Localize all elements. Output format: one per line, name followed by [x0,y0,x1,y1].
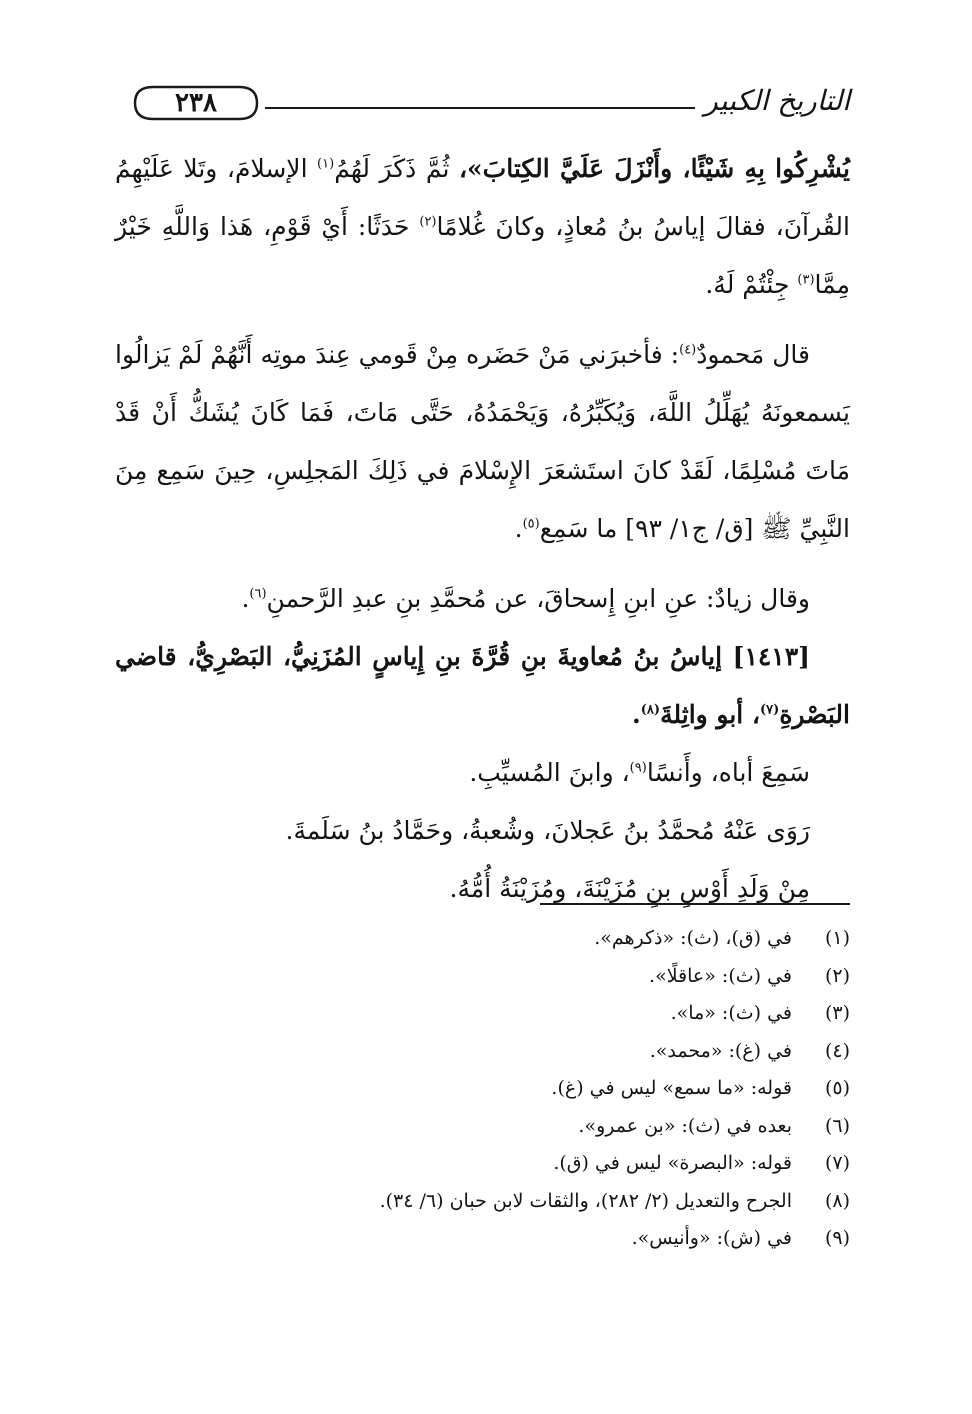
footnote-number: (٥) [824,1077,850,1099]
footnote-number: (٨) [824,1189,850,1212]
paragraph-continuation [115,140,850,314]
footnote-text: في (ث): «ما». [670,1002,792,1024]
header-rule [265,107,695,109]
footnote-item [115,995,850,1033]
footnote-number: (٣) [824,1002,850,1024]
text-run: ، أبو واثِلةَ [660,700,761,729]
footnote-marker: (٧) [760,702,780,718]
footnote-text: في (غ): «محمد». [649,1039,792,1062]
text-run: قال مَحمودٌ [696,340,810,369]
footnote-text: بعده في (ث): «بن عمرو». [578,1114,792,1137]
quote-bold: يُشْرِكُوا بِهِ شَيْئًا، وأَنْزَلَ عَلَيَّ الكِتابَ»، [458,154,850,183]
footnote-item [115,1220,850,1258]
footnote-marker: (٤) [679,342,697,358]
text-run: . [632,700,641,729]
footnote-item [115,1070,850,1108]
footnote-item [115,920,850,958]
text-run: : فأخبرَني مَنْ حَضَره مِنْ قَومي عِندَ موتِه أَنَّهُمْ لَمْ يَزالُوا يَسمعونَهُ يُهَلِّلُ اللَّهَ، وَيُكَبِّرُهُ، وَيَحْمَدُهُ، حَتَّى مَاتَ، فَمَا كَانَ يُشَكُّ أَنْ قَدْ مَاتَ مُسْلِمًا، لَقَدْ كانَ استَشعَرَ الإِسْلامَ في ذَلِكَ المَجلِسِ، حِينَ سَمِع مِنَ النَّبِيِّ ﷺ [ق/ ج١/ ٩٣] ما سَمِع [115,340,850,543]
paragraph-mahmud [115,326,850,558]
footnote-text: في (ش): «وأنيس». [631,1227,792,1249]
footnote-marker: (٥) [522,516,540,532]
footnote-text: في (ث): «عاقلًا». [649,964,792,987]
text-run: ، وابنَ المُسيِّبِ. [469,758,630,787]
entry-heading [115,628,850,744]
footnote-item [115,958,850,996]
entry-line-heard [115,744,850,802]
footnote-number: (٦) [824,1114,850,1137]
text-run: جِئْتُمْ لَهُ. [705,270,798,299]
footnote-item [115,1145,850,1183]
text-run: . [241,584,250,613]
entry-line-lineage: مِنْ وَلَدِ أَوْسِ بنِ مُزَيْنَةَ، ومُزَيْنَةُ أُمُّهُ. [449,874,810,903]
footnote-text: الجرح والتعديل (٢/ ٢٨٢)، والثقات لابن حبان (٦/ ٣٤). [379,1189,792,1212]
running-title: التاريخ الكبير [704,84,850,117]
footnote-item [115,1108,850,1146]
footnote-number: (٩) [824,1227,850,1249]
text-run: ثُمَّ ذَكَرَ لَهُمُ [334,154,459,183]
text-run: [١٤١٣] إياسُ بنُ مُعاويةَ بنِ قُرَّةَ بنِ إِياسٍ المُزَنِيُّ، البَصْرِيُّ، قاضي البَصْرةِ [115,642,850,729]
footnote-marker: (٦) [249,586,267,602]
footnote-number: (٧) [824,1152,850,1174]
text-run: وقال زيادٌ: عنِ ابنِ إِسحاقَ، عن مُحمَّدِ بنِ عبدِ الرَّحمنِ [266,584,810,613]
footnotes-list [115,920,850,1258]
footnote-marker: (١) [317,156,335,172]
footnote-marker: (٨) [640,702,661,718]
text-run: الإسلامَ، وتَلا عَلَيْهِمُ القُرآنَ، فقالَ إياسُ بنُ مُعاذٍ، وكانَ غُلامًا [115,154,850,241]
footnote-number: (٢) [824,964,850,987]
footnote-item [115,1033,850,1071]
main-text [115,140,850,918]
paragraph-ziyad [115,570,850,628]
footnote-number: (١) [824,927,850,949]
footnote-marker: (٩) [629,760,647,776]
text-run: سَمِعَ أباه، وأَنسًا [646,758,810,787]
footnote-text: قوله: «البصرة» ليس في (ق). [553,1152,792,1174]
footnote-text: قوله: «ما سمع» ليس في (غ). [551,1077,792,1099]
footnote-marker: (٣) [797,272,815,288]
footnote-marker: (٢) [419,214,437,230]
page-number-frame [131,82,261,124]
footnote-number: (٤) [824,1039,850,1062]
page-number: ٢٣٨ [175,88,217,118]
page-header [115,80,850,130]
text-run: حَدَثًا: أَيْ قَوْمِ، هَذا وَاللَّهِ خَيْرٌ مِمَّا [115,212,850,299]
text-run: . [514,514,523,543]
footnote-text: في (ق)، (ث): «ذكرهم». [594,927,792,949]
footnote-item [115,1183,850,1221]
footnote-separator [540,903,850,905]
entry-line-narrators: رَوَى عَنْهُ مُحمَّدُ بنُ عَجلانَ، وشُعبةُ، وحَمَّادُ بنُ سَلَمةَ. [285,816,810,845]
